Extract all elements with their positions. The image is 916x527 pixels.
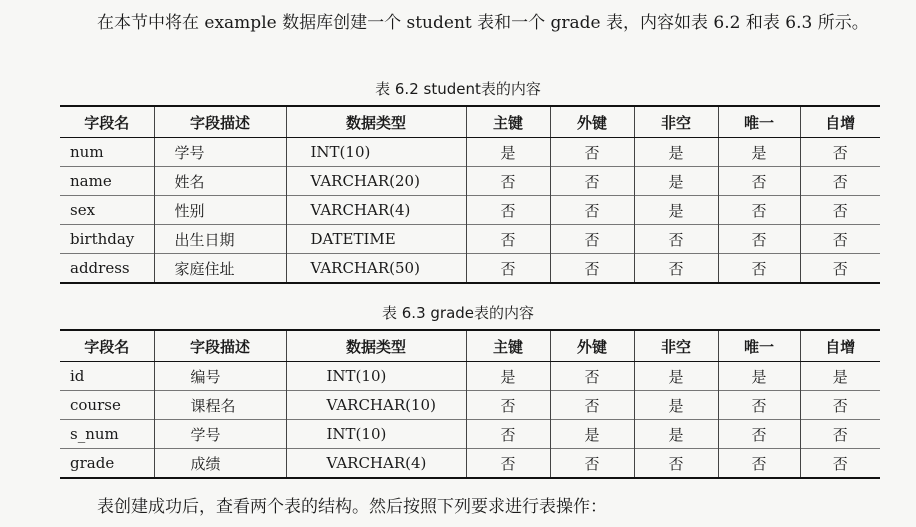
cell-foreign-key: 否 — [550, 167, 634, 196]
table-body — [60, 362, 880, 479]
table-header-row — [60, 106, 880, 138]
header-auto-increment: 自增 — [800, 330, 880, 362]
cell-not-null: 是 — [634, 420, 718, 449]
cell-foreign-key: 是 — [550, 420, 634, 449]
cell-foreign-key: 否 — [550, 138, 634, 167]
cell-auto-increment: 否 — [800, 196, 880, 225]
cell-primary-key: 否 — [466, 196, 550, 225]
cell-field-name: num — [60, 138, 154, 167]
header-auto-increment: 自增 — [800, 106, 880, 138]
cell-field-name: address — [60, 254, 154, 284]
header-unique: 唯一 — [718, 330, 800, 362]
cell-field-name: grade — [60, 449, 154, 479]
intro-paragraph: 在本节中将在 example 数据库创建一个 student 表和一个 grade 表，内容如表 6.2 和表 6.3 所示。 — [97, 13, 869, 33]
cell-unique: 否 — [718, 167, 800, 196]
cell-data-type: VARCHAR(4) — [286, 196, 466, 225]
cell-foreign-key: 否 — [550, 254, 634, 284]
cell-auto-increment: 否 — [800, 225, 880, 254]
cell-field-desc: 姓名 — [154, 167, 286, 196]
cell-unique: 是 — [718, 362, 800, 391]
cell-field-desc: 学号 — [154, 138, 286, 167]
table-row — [60, 138, 880, 167]
cell-data-type: DATETIME — [286, 225, 466, 254]
cell-data-type: VARCHAR(4) — [286, 449, 466, 479]
cell-foreign-key: 否 — [550, 362, 634, 391]
cell-field-desc: 成绩 — [154, 449, 286, 479]
cell-foreign-key: 否 — [550, 391, 634, 420]
cell-field-name: birthday — [60, 225, 154, 254]
cell-data-type: INT(10) — [286, 420, 466, 449]
cell-unique: 是 — [718, 138, 800, 167]
cell-field-desc: 家庭住址 — [154, 254, 286, 284]
header-not-null: 非空 — [634, 330, 718, 362]
cell-field-desc: 课程名 — [154, 391, 286, 420]
cell-foreign-key: 否 — [550, 449, 634, 479]
cell-primary-key: 是 — [466, 138, 550, 167]
cell-auto-increment: 否 — [800, 254, 880, 284]
cell-data-type: VARCHAR(50) — [286, 254, 466, 284]
cell-data-type: INT(10) — [286, 138, 466, 167]
header-foreign-key: 外键 — [550, 106, 634, 138]
header-primary-key: 主键 — [466, 106, 550, 138]
cell-foreign-key: 否 — [550, 196, 634, 225]
header-field-name: 字段名 — [60, 106, 154, 138]
cell-auto-increment: 否 — [800, 138, 880, 167]
cell-data-type: VARCHAR(10) — [286, 391, 466, 420]
header-data-type: 数据类型 — [286, 106, 466, 138]
cell-not-null: 否 — [634, 225, 718, 254]
table-row — [60, 420, 880, 449]
cell-unique: 否 — [718, 449, 800, 479]
cell-primary-key: 否 — [466, 391, 550, 420]
cell-primary-key: 否 — [466, 167, 550, 196]
cell-not-null: 否 — [634, 449, 718, 479]
cell-not-null: 是 — [634, 362, 718, 391]
cell-field-name: sex — [60, 196, 154, 225]
grade-table — [60, 329, 880, 479]
cell-primary-key: 是 — [466, 362, 550, 391]
cell-unique: 否 — [718, 254, 800, 284]
table-row — [60, 225, 880, 254]
cell-auto-increment: 是 — [800, 362, 880, 391]
cell-unique: 否 — [718, 391, 800, 420]
cell-unique: 否 — [718, 420, 800, 449]
cell-primary-key: 否 — [466, 225, 550, 254]
cell-auto-increment: 否 — [800, 391, 880, 420]
header-field-desc: 字段描述 — [154, 330, 286, 362]
table-row — [60, 362, 880, 391]
table-row — [60, 449, 880, 479]
cell-not-null: 是 — [634, 167, 718, 196]
cell-primary-key: 否 — [466, 254, 550, 284]
table-row — [60, 391, 880, 420]
cell-foreign-key: 否 — [550, 225, 634, 254]
cell-field-desc: 出生日期 — [154, 225, 286, 254]
cell-field-desc: 性别 — [154, 196, 286, 225]
cell-auto-increment: 否 — [800, 167, 880, 196]
header-field-name: 字段名 — [60, 330, 154, 362]
header-field-desc: 字段描述 — [154, 106, 286, 138]
header-unique: 唯一 — [718, 106, 800, 138]
table-body — [60, 138, 880, 284]
cell-not-null: 是 — [634, 138, 718, 167]
header-data-type: 数据类型 — [286, 330, 466, 362]
student-table — [60, 105, 880, 284]
cell-primary-key: 否 — [466, 449, 550, 479]
header-not-null: 非空 — [634, 106, 718, 138]
table-row — [60, 167, 880, 196]
cell-not-null: 否 — [634, 254, 718, 284]
header-primary-key: 主键 — [466, 330, 550, 362]
header-foreign-key: 外键 — [550, 330, 634, 362]
cell-auto-increment: 否 — [800, 420, 880, 449]
cell-data-type: VARCHAR(20) — [286, 167, 466, 196]
cell-field-desc: 编号 — [154, 362, 286, 391]
cell-field-name: course — [60, 391, 154, 420]
cell-unique: 否 — [718, 196, 800, 225]
cell-field-name: id — [60, 362, 154, 391]
cell-field-name: s_num — [60, 420, 154, 449]
table-header-row — [60, 330, 880, 362]
cell-field-name: name — [60, 167, 154, 196]
outro-paragraph: 表创建成功后，查看两个表的结构。然后按照下列要求进行表操作： — [97, 497, 607, 517]
cell-unique: 否 — [718, 225, 800, 254]
cell-primary-key: 否 — [466, 420, 550, 449]
cell-data-type: INT(10) — [286, 362, 466, 391]
table1-caption: 表 6.2 student表的内容 — [375, 80, 541, 98]
cell-field-desc: 学号 — [154, 420, 286, 449]
table2-caption: 表 6.3 grade表的内容 — [381, 304, 535, 322]
cell-auto-increment: 否 — [800, 449, 880, 479]
table-row — [60, 196, 880, 225]
cell-not-null: 是 — [634, 196, 718, 225]
cell-not-null: 是 — [634, 391, 718, 420]
table-row — [60, 254, 880, 284]
